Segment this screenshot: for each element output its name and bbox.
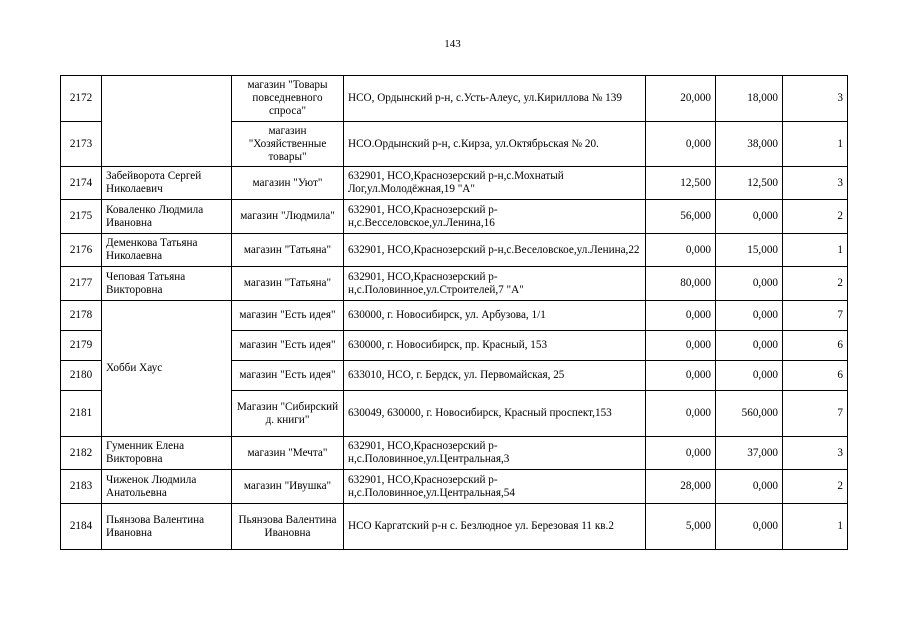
value-1-cell: 28,000 bbox=[646, 470, 716, 504]
store-cell: магазин "Татьяна" bbox=[232, 267, 344, 301]
table-row bbox=[61, 76, 848, 122]
count-cell: 1 bbox=[783, 504, 848, 550]
value-1-cell: 56,000 bbox=[646, 200, 716, 234]
count-cell: 3 bbox=[783, 167, 848, 200]
owner-cell: Хобби Хаус bbox=[102, 301, 232, 437]
value-1-cell: 0,000 bbox=[646, 122, 716, 167]
address-cell: 632901, НСО,Краснозерский р-н,с.Весселовское,ул.Ленина,16 bbox=[344, 200, 646, 234]
value-2-cell: 0,000 bbox=[716, 361, 783, 391]
value-2-cell: 0,000 bbox=[716, 200, 783, 234]
value-1-cell: 0,000 bbox=[646, 361, 716, 391]
value-1-cell: 12,500 bbox=[646, 167, 716, 200]
registry-table bbox=[60, 75, 848, 550]
table-row bbox=[61, 267, 848, 301]
owner-cell: Гуменник Елена Викторовна bbox=[102, 437, 232, 470]
address-cell: НСО Каргатский р-н с. Безлюдное ул. Березовая 11 кв.2 bbox=[344, 504, 646, 550]
count-cell: 6 bbox=[783, 331, 848, 361]
row-number: 2175 bbox=[61, 200, 102, 234]
store-cell: магазин "Есть идея" bbox=[232, 361, 344, 391]
table-row bbox=[61, 200, 848, 234]
count-cell: 1 bbox=[783, 122, 848, 167]
address-cell: НСО, Ордынский р-н, с.Усть-Алеус, ул.Кириллова № 139 bbox=[344, 76, 646, 122]
count-cell: 3 bbox=[783, 76, 848, 122]
count-cell: 7 bbox=[783, 391, 848, 437]
value-2-cell: 38,000 bbox=[716, 122, 783, 167]
owner-cell: Пьянзова Валентина Ивановна bbox=[102, 504, 232, 550]
value-1-cell: 0,000 bbox=[646, 301, 716, 331]
value-2-cell: 37,000 bbox=[716, 437, 783, 470]
row-number: 2180 bbox=[61, 361, 102, 391]
store-cell: магазин "Ивушка" bbox=[232, 470, 344, 504]
value-1-cell: 5,000 bbox=[646, 504, 716, 550]
page-number: 143 bbox=[444, 38, 461, 50]
owner-cell: Чиженок Людмила Анатольевна bbox=[102, 470, 232, 504]
address-cell: НСО.Ордынский р-н, с.Кирза, ул.Октябрьская № 20. bbox=[344, 122, 646, 167]
count-cell: 1 bbox=[783, 234, 848, 267]
store-cell: магазин "Есть идея" bbox=[232, 301, 344, 331]
store-cell: Магазин "Сибирский д. книги" bbox=[232, 391, 344, 437]
table-row bbox=[61, 470, 848, 504]
row-number: 2174 bbox=[61, 167, 102, 200]
store-cell: магазин "Хозяйственные товары" bbox=[232, 122, 344, 167]
store-cell: магазин "Мечта" bbox=[232, 437, 344, 470]
value-2-cell: 15,000 bbox=[716, 234, 783, 267]
count-cell: 2 bbox=[783, 200, 848, 234]
store-cell: магазин "Товары повседневного спроса" bbox=[232, 76, 344, 122]
value-1-cell: 0,000 bbox=[646, 331, 716, 361]
table-row bbox=[61, 234, 848, 267]
address-cell: 633010, НСО, г. Бердск, ул. Первомайская, 25 bbox=[344, 361, 646, 391]
count-cell: 7 bbox=[783, 301, 848, 331]
value-1-cell: 80,000 bbox=[646, 267, 716, 301]
table-row bbox=[61, 301, 848, 331]
value-2-cell: 0,000 bbox=[716, 470, 783, 504]
owner-cell: Чеповая Татьяна Викторовна bbox=[102, 267, 232, 301]
value-1-cell: 0,000 bbox=[646, 391, 716, 437]
store-cell: магазин "Татьяна" bbox=[232, 234, 344, 267]
address-cell: 630049, 630000, г. Новосибирск, Красный проспект,153 bbox=[344, 391, 646, 437]
table-row bbox=[61, 504, 848, 550]
row-number: 2182 bbox=[61, 437, 102, 470]
address-cell: 632901, НСО,Краснозерский р-н,с.Веселовское,ул.Ленина,22 bbox=[344, 234, 646, 267]
value-2-cell: 18,000 bbox=[716, 76, 783, 122]
count-cell: 6 bbox=[783, 361, 848, 391]
count-cell: 3 bbox=[783, 437, 848, 470]
value-2-cell: 0,000 bbox=[716, 504, 783, 550]
owner-cell: Забейворота Сергей Николаевич bbox=[102, 167, 232, 200]
row-number: 2184 bbox=[61, 504, 102, 550]
row-number: 2181 bbox=[61, 391, 102, 437]
value-1-cell: 0,000 bbox=[646, 437, 716, 470]
row-number: 2176 bbox=[61, 234, 102, 267]
store-cell: Пьянзова Валентина Ивановна bbox=[232, 504, 344, 550]
address-cell: 630000, г. Новосибирск, пр. Красный, 153 bbox=[344, 331, 646, 361]
value-2-cell: 0,000 bbox=[716, 331, 783, 361]
address-cell: 632901, НСО,Краснозерский р-н,с.Мохнатый Лог,ул.Молодёжная,19 "А" bbox=[344, 167, 646, 200]
table-row bbox=[61, 437, 848, 470]
value-2-cell: 0,000 bbox=[716, 267, 783, 301]
address-cell: 632901, НСО,Краснозерский р-н,с.Половинное,ул.Строителей,7 "А" bbox=[344, 267, 646, 301]
store-cell: магазин "Есть идея" bbox=[232, 331, 344, 361]
store-cell: магазин "Уют" bbox=[232, 167, 344, 200]
table-row bbox=[61, 167, 848, 200]
value-2-cell: 12,500 bbox=[716, 167, 783, 200]
store-cell: магазин "Людмила" bbox=[232, 200, 344, 234]
address-cell: 632901, НСО,Краснозерский р-н,с.Половинное,ул.Центральная,3 bbox=[344, 437, 646, 470]
owner-cell: Коваленко Людмила Ивановна bbox=[102, 200, 232, 234]
value-1-cell: 0,000 bbox=[646, 234, 716, 267]
row-number: 2183 bbox=[61, 470, 102, 504]
row-number: 2177 bbox=[61, 267, 102, 301]
row-number: 2172 bbox=[61, 76, 102, 122]
value-2-cell: 0,000 bbox=[716, 301, 783, 331]
owner-cell: Деменкова Татьяна Николаевна bbox=[102, 234, 232, 267]
value-2-cell: 560,000 bbox=[716, 391, 783, 437]
owner-cell bbox=[102, 76, 232, 167]
count-cell: 2 bbox=[783, 267, 848, 301]
row-number: 2178 bbox=[61, 301, 102, 331]
address-cell: 630000, г. Новосибирск, ул. Арбузова, 1/1 bbox=[344, 301, 646, 331]
address-cell: 632901, НСО,Краснозерский р-н,с.Половинное,ул.Центральная,54 bbox=[344, 470, 646, 504]
row-number: 2179 bbox=[61, 331, 102, 361]
row-number: 2173 bbox=[61, 122, 102, 167]
count-cell: 2 bbox=[783, 470, 848, 504]
value-1-cell: 20,000 bbox=[646, 76, 716, 122]
